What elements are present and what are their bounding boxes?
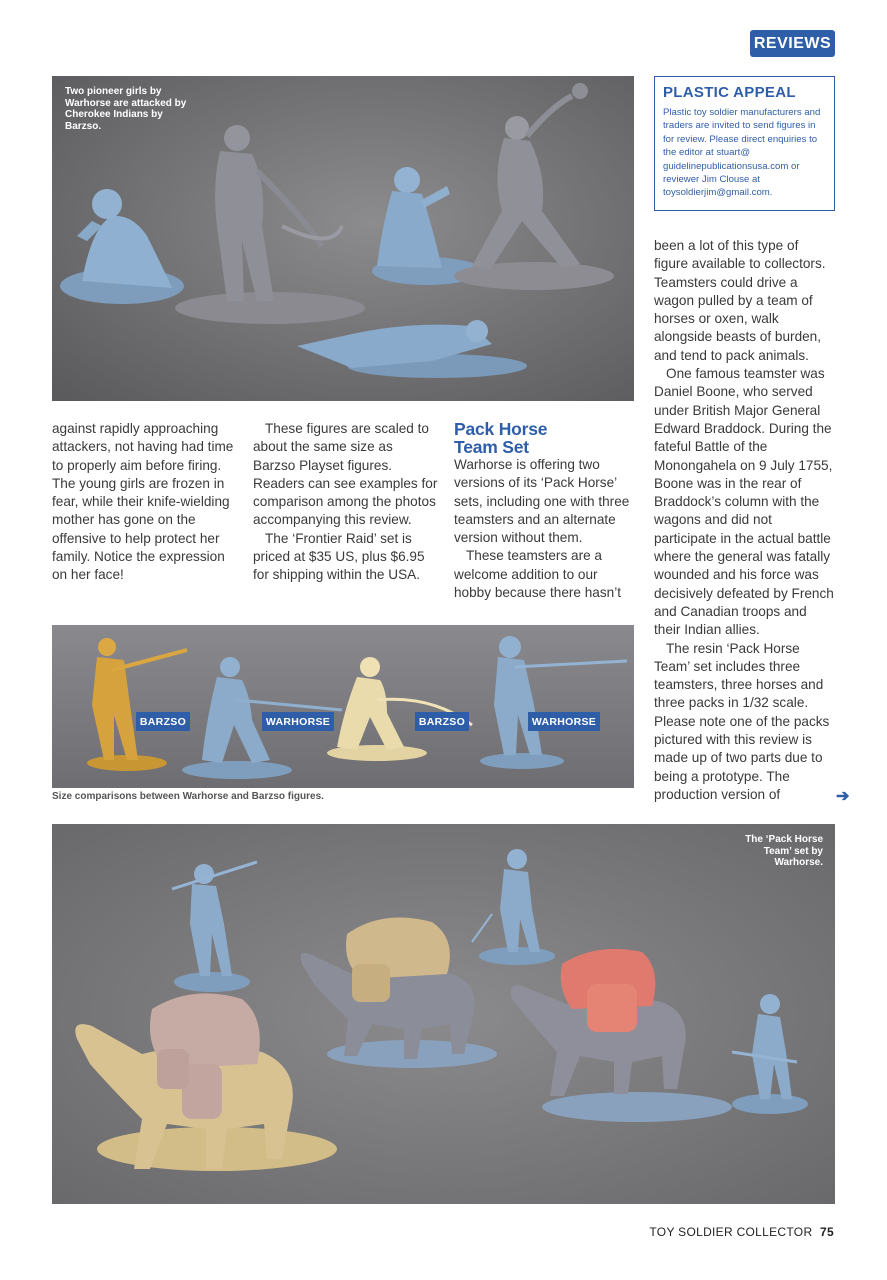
- sidebar-body: Plastic toy soldier manufacturers and traders are invited to send figures in for review. Please direct enquiries to the editor at stuart@ guidelinepublicationsusa.com or reviewer Jim Clouse at toysoldierjim@gmail.com.: [663, 107, 821, 199]
- photo-caption-frontier-raid: Two pioneer girls by Warhorse are attacked by Cherokee Indians by Barzso.: [65, 86, 187, 132]
- paragraph: The resin ‘Pack Horse Team’ set includes three teamsters, three horses and three packs in 1/32 scale. Please note one of the packs pictured with this review is made up of two parts due to being a prototype. The production version of: [654, 640, 830, 802]
- magazine-name: TOY SOLDIER COLLECTOR: [649, 1225, 813, 1239]
- heading-line: Team Set: [454, 437, 529, 457]
- paragraph: One famous teamster was Daniel Boone, who served under British Major General Edward Braddock. During the fateful Battle of the Monongahela on 9 July 1755, Boone was in the rear of Braddock’s column with the wagons and did not participate in the actual battle where the general was fatally wounded and his force was decisively defeated by French and Canadian troops and their Indian allies.: [654, 366, 834, 638]
- paragraph: Warhorse is offering two versions of its ‘Pack Horse’ sets, including one with three teamsters and an alternate version without them.: [454, 457, 630, 546]
- photo-caption-size-comparison: Size comparisons between Warhorse and Barzso figures.: [52, 791, 324, 802]
- photo-size-comparison-image: [52, 625, 634, 788]
- article-column-2: [253, 420, 438, 585]
- article-column-4: [654, 237, 836, 804]
- photo-frontier-raid: [52, 76, 634, 401]
- paragraph: These figures are scaled to about the same size as Barzso Playset figures. Readers can see examples for comparison among the photos accompanying this review.: [253, 421, 438, 528]
- photo-caption-pack-horse-team: The ‘Pack Horse Team’ set by Warhorse.: [745, 834, 823, 868]
- paragraph: The ‘Frontier Raid’ set is priced at $35 US, plus $6.95 for shipping within the USA.: [253, 530, 425, 583]
- figure-label-warhorse: WARHORSE: [528, 712, 600, 731]
- page-number: 75: [820, 1225, 834, 1239]
- section-tag-reviews: REVIEWS: [750, 30, 835, 57]
- heading-line: Pack Horse: [454, 419, 548, 439]
- photo-pack-horse-team: [52, 824, 835, 1204]
- continue-arrow-icon: ➔: [836, 788, 850, 805]
- figure-label-barzso: BARZSO: [136, 712, 190, 731]
- paragraph: been a lot of this type of figure available to collectors. Teamsters could drive a wagon pulled by a team of horses or oxen, walk alongside beasts of burden, and tend to pack animals.: [654, 238, 826, 363]
- page-footer: [649, 1225, 834, 1239]
- section-heading-pack-horse: [454, 420, 636, 456]
- figure-label-warhorse: WARHORSE: [262, 712, 334, 731]
- article-column-3: [454, 420, 636, 602]
- photo-size-comparison: [52, 625, 634, 788]
- paragraph: These teamsters are a welcome addition to our hobby because there hasn’t: [454, 548, 622, 601]
- article-column-1: [52, 420, 237, 585]
- figure-label-barzso: BARZSO: [415, 712, 469, 731]
- sidebar-plastic-appeal: [654, 76, 835, 211]
- paragraph: against rapidly approaching attackers, not having had time to properly aim before firing. The young girls are frozen in fear, while their knife-wielding mother has gone on the offensive to help protect her family. Notice the expression on her face!: [52, 421, 234, 583]
- photo-pack-horse-team-image: [52, 824, 835, 1204]
- sidebar-title: PLASTIC APPEAL: [663, 84, 796, 101]
